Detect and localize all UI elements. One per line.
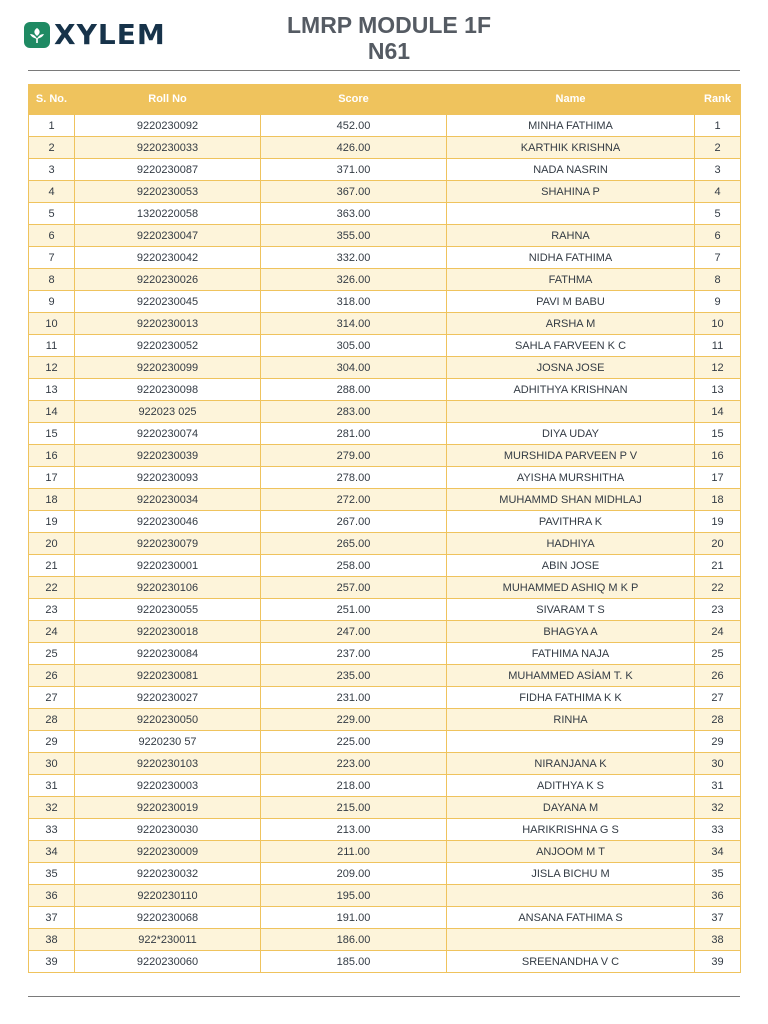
score-cell: 191.00 [261,907,447,929]
name-cell: NIRANJANA K [447,753,695,775]
column-header-rank: Rank [695,84,741,115]
rank-cell: 32 [695,797,741,819]
column-header-roll-no: Roll No [75,84,261,115]
rank-cell: 6 [695,225,741,247]
name-cell: MUHAMMED ASHIQ M K P [447,577,695,599]
page-title [240,12,538,64]
serial-cell: 1 [29,115,75,137]
roll-no-cell: 9220230084 [75,643,261,665]
serial-cell: 31 [29,775,75,797]
roll-no-cell: 9220230081 [75,665,261,687]
score-cell: 314.00 [261,313,447,335]
serial-cell: 3 [29,159,75,181]
score-cell: 332.00 [261,247,447,269]
name-cell: FATHIMA NAJA [447,643,695,665]
score-cell: 278.00 [261,467,447,489]
score-cell: 281.00 [261,423,447,445]
score-cell: 258.00 [261,555,447,577]
table-row [29,819,741,841]
table-row [29,599,741,621]
rank-cell: 22 [695,577,741,599]
name-cell: PAVI M BABU [447,291,695,313]
score-cell: 279.00 [261,445,447,467]
table-row [29,863,741,885]
roll-no-cell: 9220230050 [75,709,261,731]
rank-cell: 19 [695,511,741,533]
rank-cell: 4 [695,181,741,203]
serial-cell: 8 [29,269,75,291]
table-row [29,687,741,709]
name-cell: ARSHA M [447,313,695,335]
roll-no-cell: 9220230001 [75,555,261,577]
name-cell: HADHIYA [447,533,695,555]
name-cell: AYISHA MURSHITHA [447,467,695,489]
roll-no-cell: 9220230026 [75,269,261,291]
leaf-icon [24,22,50,48]
table-row [29,489,741,511]
rank-cell: 7 [695,247,741,269]
name-cell: JISLA BICHU M [447,863,695,885]
score-cell: 235.00 [261,665,447,687]
serial-cell: 22 [29,577,75,599]
serial-cell: 37 [29,907,75,929]
serial-cell: 2 [29,137,75,159]
name-cell: BHAGYA A [447,621,695,643]
roll-no-cell: 9220230079 [75,533,261,555]
serial-cell: 10 [29,313,75,335]
roll-no-cell: 1320220058 [75,203,261,225]
score-cell: 367.00 [261,181,447,203]
xylem-logo [24,20,166,50]
score-cell: 363.00 [261,203,447,225]
name-cell: FIDHA FATHIMA K K [447,687,695,709]
roll-no-cell: 9220230099 [75,357,261,379]
table-row [29,247,741,269]
rank-cell: 34 [695,841,741,863]
serial-cell: 33 [29,819,75,841]
roll-no-cell: 9220230042 [75,247,261,269]
roll-no-cell: 9220230074 [75,423,261,445]
rank-cell: 15 [695,423,741,445]
name-cell: HARIKRISHNA G S [447,819,695,841]
serial-cell: 38 [29,929,75,951]
table-row [29,555,741,577]
table-row [29,203,741,225]
name-cell: MURSHIDA PARVEEN P V [447,445,695,467]
score-cell: 452.00 [261,115,447,137]
serial-cell: 9 [29,291,75,313]
serial-cell: 36 [29,885,75,907]
name-cell: RINHA [447,709,695,731]
roll-no-cell: 9220230047 [75,225,261,247]
rank-cell: 11 [695,335,741,357]
roll-no-cell: 922023 025 [75,401,261,423]
rank-cell: 38 [695,929,741,951]
table-row [29,137,741,159]
score-cell: 318.00 [261,291,447,313]
score-cell: 265.00 [261,533,447,555]
rank-cell: 9 [695,291,741,313]
roll-no-cell: 9220230055 [75,599,261,621]
score-cell: 231.00 [261,687,447,709]
serial-cell: 12 [29,357,75,379]
column-header-name: Name [447,84,695,115]
roll-no-cell: 9220230046 [75,511,261,533]
name-cell: FATHMA [447,269,695,291]
serial-cell: 21 [29,555,75,577]
table-row [29,731,741,753]
score-cell: 186.00 [261,929,447,951]
table-row [29,643,741,665]
serial-cell: 35 [29,863,75,885]
roll-no-cell: 9220230003 [75,775,261,797]
serial-cell: 18 [29,489,75,511]
rank-cell: 8 [695,269,741,291]
header-divider [28,70,740,71]
serial-cell: 24 [29,621,75,643]
table-row [29,929,741,951]
roll-no-cell: 9220230103 [75,753,261,775]
table-row [29,335,741,357]
roll-no-cell: 9220230087 [75,159,261,181]
name-cell: DAYANA M [447,797,695,819]
table-row [29,841,741,863]
serial-cell: 15 [29,423,75,445]
name-cell: ADITHYA K S [447,775,695,797]
score-cell: 272.00 [261,489,447,511]
serial-cell: 14 [29,401,75,423]
roll-no-cell: 9220230027 [75,687,261,709]
name-cell [447,731,695,753]
table-row [29,225,741,247]
table-row [29,445,741,467]
rank-cell: 17 [695,467,741,489]
serial-cell: 5 [29,203,75,225]
serial-cell: 4 [29,181,75,203]
score-cell: 213.00 [261,819,447,841]
score-cell: 326.00 [261,269,447,291]
score-cell: 215.00 [261,797,447,819]
roll-no-cell: 9220230106 [75,577,261,599]
serial-cell: 39 [29,951,75,973]
name-cell: DIYA UDAY [447,423,695,445]
name-cell: SHAHINA P [447,181,695,203]
serial-cell: 30 [29,753,75,775]
serial-cell: 20 [29,533,75,555]
name-cell: MINHA FATHIMA [447,115,695,137]
table-row [29,401,741,423]
rank-cell: 21 [695,555,741,577]
score-cell: 185.00 [261,951,447,973]
roll-no-cell: 9220230019 [75,797,261,819]
score-cell: 251.00 [261,599,447,621]
name-cell [447,401,695,423]
results-table-header [29,84,741,115]
serial-cell: 11 [29,335,75,357]
table-row [29,951,741,973]
table-row [29,775,741,797]
table-row [29,379,741,401]
rank-cell: 25 [695,643,741,665]
table-row [29,511,741,533]
rank-cell: 23 [695,599,741,621]
rank-cell: 29 [695,731,741,753]
name-cell: SREENANDHA V C [447,951,695,973]
name-cell: MUHAMMD SHAN MIDHLAJ [447,489,695,511]
rank-cell: 27 [695,687,741,709]
rank-cell: 5 [695,203,741,225]
rank-cell: 2 [695,137,741,159]
roll-no-cell: 9220230060 [75,951,261,973]
table-row [29,423,741,445]
roll-no-cell: 9220230018 [75,621,261,643]
table-row [29,709,741,731]
name-cell: NIDHA FATHIMA [447,247,695,269]
table-row [29,159,741,181]
table-row [29,907,741,929]
column-header-score: Score [261,84,447,115]
table-row [29,291,741,313]
roll-no-cell: 9220230098 [75,379,261,401]
name-cell: SIVARAM T S [447,599,695,621]
table-row [29,753,741,775]
roll-no-cell: 9220230013 [75,313,261,335]
score-cell: 247.00 [261,621,447,643]
rank-cell: 16 [695,445,741,467]
title-line-batch: N61 [367,38,411,64]
serial-cell: 6 [29,225,75,247]
serial-cell: 19 [29,511,75,533]
serial-cell: 29 [29,731,75,753]
table-row [29,313,741,335]
rank-cell: 33 [695,819,741,841]
name-cell: MUHAMMED ASİAM T. K [447,665,695,687]
table-row [29,797,741,819]
name-cell [447,929,695,951]
table-row [29,533,741,555]
roll-no-cell: 9220230068 [75,907,261,929]
score-cell: 355.00 [261,225,447,247]
roll-no-cell: 9220230093 [75,467,261,489]
rank-cell: 36 [695,885,741,907]
score-cell: 371.00 [261,159,447,181]
roll-no-cell: 922*230011 [75,929,261,951]
score-cell: 195.00 [261,885,447,907]
roll-no-cell: 9220230009 [75,841,261,863]
score-cell: 209.00 [261,863,447,885]
rank-cell: 37 [695,907,741,929]
name-cell: JOSNA JOSE [447,357,695,379]
table-row [29,181,741,203]
serial-cell: 34 [29,841,75,863]
rank-cell: 13 [695,379,741,401]
rank-cell: 35 [695,863,741,885]
roll-no-cell: 9220230030 [75,819,261,841]
table-row [29,467,741,489]
rank-cell: 10 [695,313,741,335]
footer-divider [28,996,740,997]
serial-cell: 27 [29,687,75,709]
name-cell: PAVITHRA K [447,511,695,533]
serial-cell: 26 [29,665,75,687]
table-row [29,665,741,687]
results-table [28,84,741,973]
name-cell: SAHLA FARVEEN K C [447,335,695,357]
table-row [29,357,741,379]
name-cell: RAHNA [447,225,695,247]
score-cell: 304.00 [261,357,447,379]
serial-cell: 32 [29,797,75,819]
roll-no-cell: 9220230 57 [75,731,261,753]
rank-cell: 28 [695,709,741,731]
rank-cell: 14 [695,401,741,423]
rank-cell: 24 [695,621,741,643]
roll-no-cell: 9220230032 [75,863,261,885]
score-cell: 225.00 [261,731,447,753]
score-cell: 211.00 [261,841,447,863]
serial-cell: 7 [29,247,75,269]
table-row [29,621,741,643]
rank-cell: 18 [695,489,741,511]
roll-no-cell: 9220230039 [75,445,261,467]
score-cell: 237.00 [261,643,447,665]
name-cell [447,885,695,907]
serial-cell: 17 [29,467,75,489]
score-cell: 288.00 [261,379,447,401]
rank-cell: 1 [695,115,741,137]
score-cell: 305.00 [261,335,447,357]
roll-no-cell: 9220230053 [75,181,261,203]
score-cell: 257.00 [261,577,447,599]
rank-cell: 12 [695,357,741,379]
serial-cell: 28 [29,709,75,731]
roll-no-cell: 9220230033 [75,137,261,159]
roll-no-cell: 9220230034 [75,489,261,511]
results-table-body [29,115,741,973]
logo-wordmark: XYLEM [54,18,166,51]
serial-cell: 13 [29,379,75,401]
serial-cell: 23 [29,599,75,621]
name-cell: ANJOOM M T [447,841,695,863]
name-cell [447,203,695,225]
roll-no-cell: 9220230045 [75,291,261,313]
table-row [29,577,741,599]
name-cell: ABIN JOSE [447,555,695,577]
name-cell: ANSANA FATHIMA S [447,907,695,929]
score-cell: 426.00 [261,137,447,159]
roll-no-cell: 9220230052 [75,335,261,357]
rank-cell: 31 [695,775,741,797]
score-cell: 223.00 [261,753,447,775]
title-line-module: LMRP MODULE 1F [286,12,492,38]
header-row [29,84,741,115]
rank-cell: 20 [695,533,741,555]
roll-no-cell: 9220230110 [75,885,261,907]
score-cell: 229.00 [261,709,447,731]
name-cell: ADHITHYA KRISHNAN [447,379,695,401]
roll-no-cell: 9220230092 [75,115,261,137]
rank-cell: 26 [695,665,741,687]
score-cell: 283.00 [261,401,447,423]
score-cell: 218.00 [261,775,447,797]
rank-cell: 39 [695,951,741,973]
name-cell: KARTHIK KRISHNA [447,137,695,159]
serial-cell: 25 [29,643,75,665]
table-row [29,115,741,137]
serial-cell: 16 [29,445,75,467]
rank-cell: 3 [695,159,741,181]
table-row [29,885,741,907]
table-row [29,269,741,291]
rank-cell: 30 [695,753,741,775]
name-cell: NADA NASRIN [447,159,695,181]
score-cell: 267.00 [261,511,447,533]
column-header-serial: S. No. [29,84,75,115]
